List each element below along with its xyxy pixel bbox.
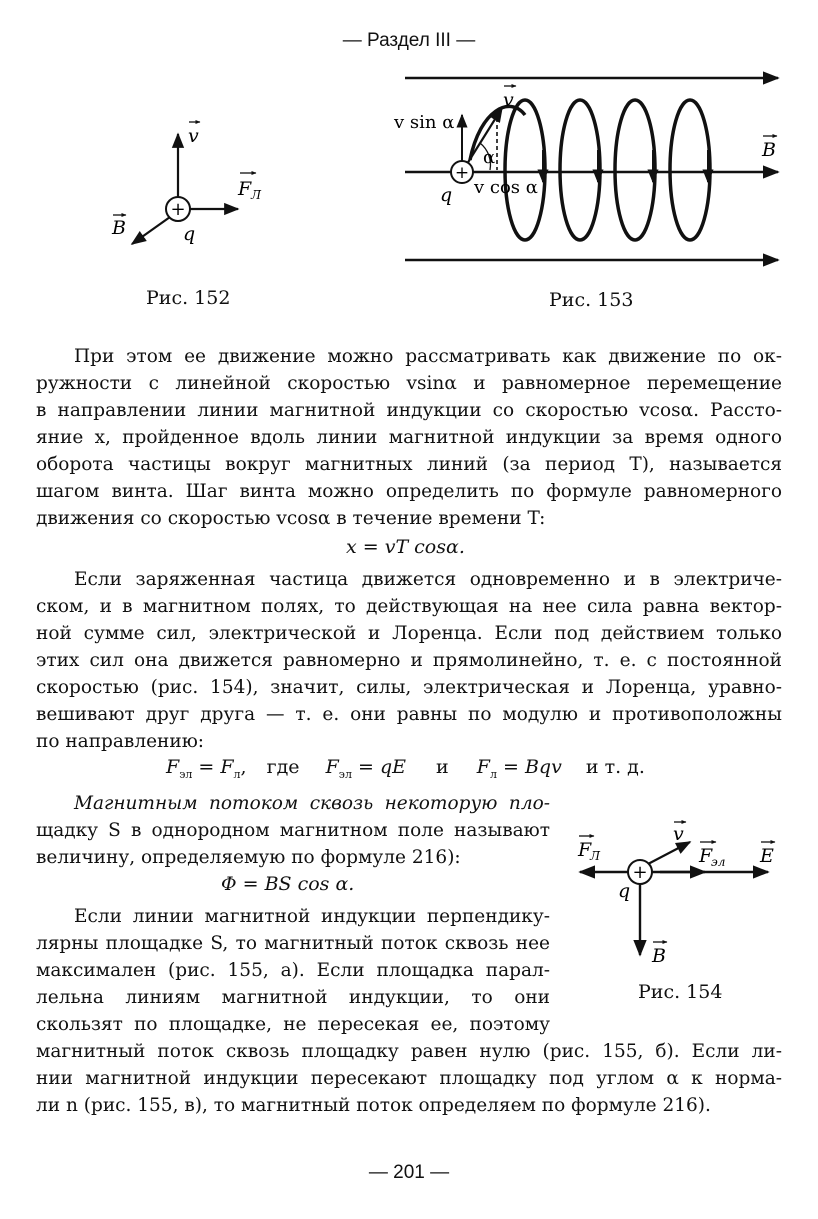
text-line: скоростью (рис. 154), значит, силы, электрическая и Лоренца, уравно- [36, 677, 782, 698]
text-line: вешивают друг друга — т. е. они равны по модулю и противоположны [36, 704, 782, 725]
plus-sign: + [170, 199, 186, 220]
label-v: v [188, 125, 199, 147]
text-line: ружности с линейной скоростью vsinα и равномерное перемещение [36, 373, 782, 394]
text-line: движения со скоростью vcosα в течение времени T: [36, 508, 546, 529]
paragraph-4b [36, 1038, 782, 1119]
label-q: q [183, 223, 196, 245]
paragraph-2 [36, 566, 782, 755]
text-line: ной сумме сил, электрической и Лоренца. Если под действием только [36, 623, 782, 644]
label-e: E [760, 845, 774, 867]
caption-fig154: Рис. 154 [638, 981, 723, 1003]
label-b: B [762, 139, 776, 161]
text-line: нии магнитной индукции пересекают площадку под углом α к норма- [36, 1068, 782, 1089]
text-line: лельна линиям магнитной индукции, то они [36, 987, 550, 1008]
text-line: скользят по площадке, не пересекая ее, поэтому [36, 1014, 550, 1035]
figure-154 [577, 822, 775, 967]
text-line: шагом винта. Шаг винта можно определить по формуле равномерного [36, 481, 782, 502]
figure-153 [393, 78, 778, 260]
plus-sign: + [632, 862, 648, 883]
running-header: — Раздел III — [342, 30, 476, 51]
text-line: магнитный поток сквозь площадку равен нулю (рис. 155, б). Если ли- [36, 1041, 782, 1062]
velocity-vector [648, 842, 690, 864]
label-fel: F [699, 845, 713, 867]
text-line: оборота частицы вокруг магнитных линий (за период T), называется [36, 454, 782, 475]
text-line: ском, и в магнитном полях, то действующая на нее сила равна вектор- [36, 596, 782, 617]
caption-fig152: Рис. 152 [146, 287, 231, 309]
label-b: B [652, 945, 666, 967]
label-q: q [440, 184, 453, 206]
paragraph-1 [36, 343, 782, 532]
field-vector [132, 217, 170, 244]
text-line: по направлению: [36, 731, 205, 752]
text-line: При этом ее движение можно рассматривать как движение по ок- [74, 346, 782, 367]
label-v: v [673, 823, 684, 845]
text-line: этих сил она движется равномерно и прямолинейно, т. е. с постоянной [36, 650, 782, 671]
text-line: в направлении линии магнитной индукции со скоростью vcosα. Рассто- [36, 400, 782, 421]
text-line: лярны площадке S, то магнитный поток сквозь нее [36, 933, 550, 954]
paragraph-4a [36, 903, 550, 1038]
text-line: Если линии магнитной индукции перпендику- [74, 906, 550, 927]
formula-screw-pitch: x = vT cosα. [346, 536, 465, 558]
caption-fig153: Рис. 153 [549, 289, 634, 311]
label-q: q [618, 880, 631, 902]
formula-force-balance: $F_{эл} = F_л$, где $F_{эл}$ = qE и $F_л$ = Bqv и т. д. [166, 756, 645, 781]
text-line: максимален (рис. 155, а). Если площадка парал- [36, 960, 550, 981]
label-b: B [112, 217, 126, 239]
text-line: щадку S в однородном магнитном поле называют [36, 820, 550, 841]
text-line: ли n (рис. 155, в), то магнитный поток определяем по формуле 216). [36, 1095, 711, 1116]
text-line: Магнитным потоком сквозь некоторую пло- [74, 793, 550, 814]
text-line: Если заряженная частица движется одновременно и в электриче- [74, 569, 782, 590]
label-vcos: v cos α [474, 177, 538, 198]
formula-magnetic-flux: Φ = BS cos α. [221, 873, 355, 895]
label-fl-sub: Л [590, 849, 601, 863]
label-fl: F [578, 839, 592, 861]
label-fel-sub: эл [711, 855, 726, 869]
label-f-sub: Л [251, 188, 262, 202]
figure-152 [111, 122, 262, 245]
helix-trajectory [470, 100, 710, 240]
plus-sign: + [454, 163, 470, 183]
text-line: яние x, пройденное вдоль линии магнитной индукции за время одного [36, 427, 782, 448]
paragraph-3 [36, 790, 550, 871]
page-number: — 201 — [368, 1162, 450, 1183]
label-alpha: α [483, 147, 496, 168]
label-vsin: v sin α [394, 112, 455, 133]
text-line: величину, определяемую по формуле 216): [36, 847, 461, 868]
label-f: F [238, 178, 252, 200]
label-v: v [503, 89, 514, 111]
